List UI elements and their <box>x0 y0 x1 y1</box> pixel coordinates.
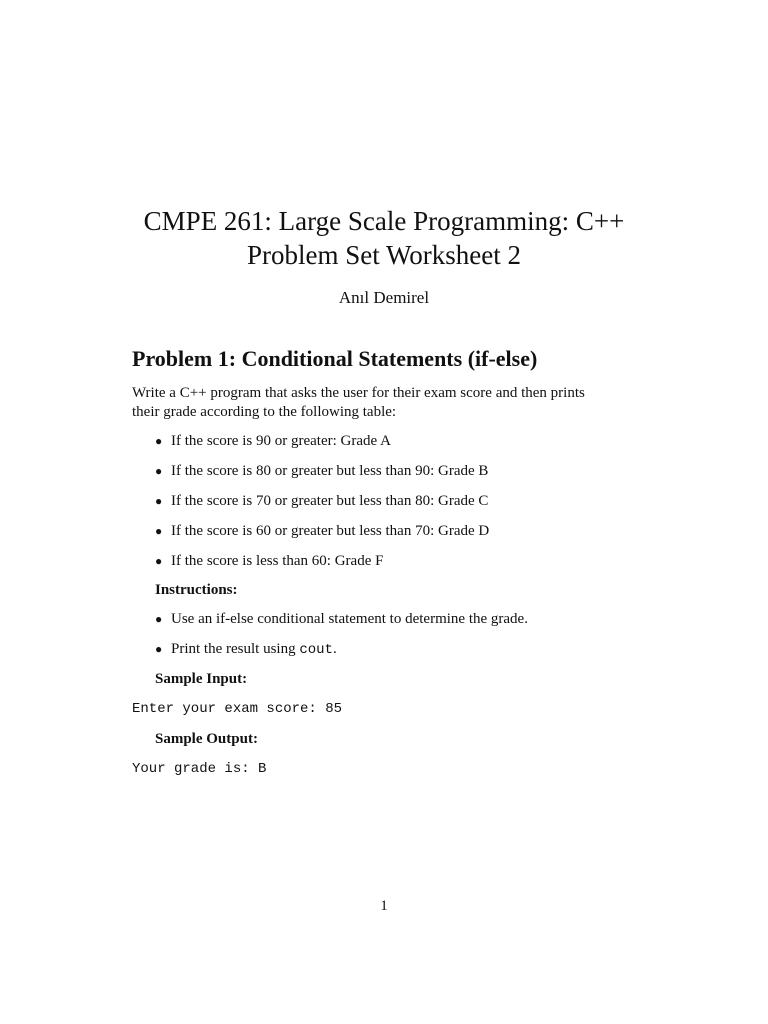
grade-rule-f: If the score is less than 60: Grade F <box>171 553 384 569</box>
bullet-icon: ● <box>155 554 163 568</box>
grade-rules-list <box>155 431 489 581</box>
list-item <box>155 491 489 521</box>
instruction-2-suffix: . <box>332 641 337 657</box>
bullet-icon: ● <box>155 612 163 626</box>
title-line-2: Problem Set Worksheet 2 <box>246 240 522 270</box>
list-item <box>155 521 489 551</box>
grade-rule-d: If the score is 60 or greater but less than 70: Grade D <box>171 523 490 539</box>
problem-1-intro <box>132 384 642 422</box>
instruction-1: Use an if-else conditional statement to determine the grade. <box>171 611 528 627</box>
bullet-icon: ● <box>155 642 163 656</box>
author-name: Anıl Demirel <box>338 288 430 307</box>
list-item <box>155 431 489 461</box>
sample-output-heading: Sample Output: <box>155 731 258 747</box>
grade-rule-a: If the score is 90 or greater: Grade A <box>171 433 391 449</box>
bullet-icon: ● <box>155 464 163 478</box>
instruction-2-code: cout <box>299 642 333 658</box>
document-title <box>0 204 768 272</box>
problem-1-heading: Problem 1: Conditional Statements (if-else) <box>132 346 538 371</box>
instruction-2-prefix: Print the result using <box>171 641 300 657</box>
list-item <box>155 609 528 639</box>
grade-rule-b: If the score is 80 or greater but less than 90: Grade B <box>171 463 489 479</box>
instructions-heading: Instructions: <box>155 582 238 598</box>
bullet-icon: ● <box>155 434 163 448</box>
grade-rule-c: If the score is 70 or greater but less than 80: Grade C <box>171 493 489 509</box>
list-item <box>155 551 489 581</box>
bullet-icon: ● <box>155 524 163 538</box>
title-line-1: CMPE 261: Large Scale Programming: C++ <box>143 206 625 236</box>
list-item <box>155 461 489 491</box>
list-item <box>155 639 528 669</box>
sample-output-code: Your grade is: B <box>132 761 267 777</box>
intro-line-2: their grade according to the following table: <box>132 404 397 420</box>
instructions-list <box>155 609 528 669</box>
sample-input-code: Enter your exam score: 85 <box>132 701 343 717</box>
bullet-icon: ● <box>155 494 163 508</box>
page-number: 1 <box>380 898 388 914</box>
sample-input-heading: Sample Input: <box>155 671 248 687</box>
intro-line-1: Write a C++ program that asks the user for their exam score and then prints <box>132 385 585 401</box>
